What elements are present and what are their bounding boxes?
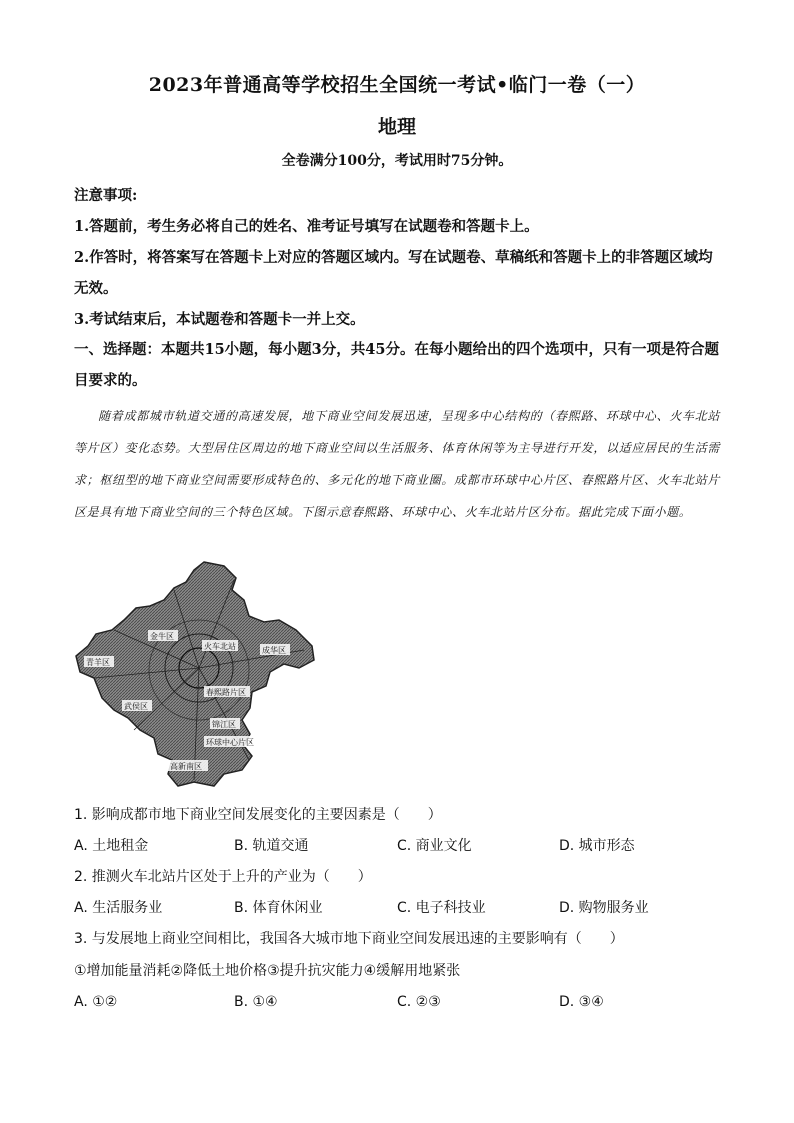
question-3-stem: 3. 与发展地上商业空间相比，我国各大城市地下商业空间发展迅速的主要影响有（ ）: [74, 931, 624, 947]
notice-item-3: 3.考试结束后，本试题卷和答题卡一并上交。: [74, 311, 365, 328]
map-label-wuhou: 武侯区: [124, 702, 148, 711]
map-label-chenghua: 成华区: [262, 646, 286, 655]
q3-option-a: A. ①②: [74, 994, 118, 1010]
section-heading: 一、选择题：本题共15小题，每小题3分，共45分。在每小题给出的四个选项中，只有一项是符合题目要求的。: [74, 341, 719, 389]
map-label-qingyang: 青羊区: [86, 658, 110, 667]
q2-option-b: B. 体育休闲业: [234, 900, 323, 916]
map-label-gaoxin-south: 高新南区: [170, 762, 202, 771]
reading-passage: [74, 400, 720, 528]
q1-option-b: B. 轨道交通: [234, 838, 309, 854]
exam-title: 2023年普通高等学校招生全国统一考试•临门一卷（一）: [148, 74, 646, 96]
map-label-global-center: 环球中心片区: [206, 738, 254, 747]
subject-title: 地理: [377, 116, 416, 138]
passage-text: 随着成都城市轨道交通的高速发展，地下商业空间发展迅速，呈现多中心结构的（春熙路、环球中心、火车北站等片区）变化态势。大型居住区周边的地下商业空间以生活服务、体育休闲等为主导进行开发，以适应居民的生活需求；枢纽型的地下商业空间需要形成特色的、多元化的地下商业圈。成都市环球中心片区、春熙路片区、火车北站片区是具有地下商业空间的三个特色区域。下图示意春熙路、环球中心、火车北站片区分布。据此完成下面小题。: [74, 409, 720, 519]
notice-item-1: 1.答题前，考生务必将自己的姓名、准考证号填写在试题卷和答题卡上。: [74, 218, 539, 235]
question-2-stem: 2. 推测火车北站片区处于上升的产业为（ ）: [74, 869, 372, 885]
q1-option-c: C. 商业文化: [397, 838, 472, 854]
q2-option-c: C. 电子科技业: [397, 900, 486, 916]
q2-option-a: A. 生活服务业: [74, 900, 163, 916]
question-1-stem: 1. 影响成都市地下商业空间发展变化的主要因素是（ ）: [74, 807, 442, 823]
map-label-jinjiang: 锦江区: [212, 720, 236, 729]
q1-option-a: A. 土地租金: [74, 838, 149, 854]
map-label-jinniu: 金牛区: [150, 632, 174, 641]
map-label-north-station: 火车北站: [204, 642, 236, 651]
question-3-statements: ①增加能量消耗②降低土地价格③提升抗灾能力④缓解用地紧张: [74, 963, 461, 979]
map-label-chunxilu: 春熙路片区: [206, 688, 246, 697]
notice-heading: 注意事项:: [74, 187, 138, 204]
notice-item-2: 2.作答时，将答案写在答题卡上对应的答题区域内。写在试题卷、草稿纸和答题卡上的非答题区域均无效。: [74, 249, 713, 297]
score-info: 全卷满分100分，考试用时75分钟。: [281, 153, 513, 169]
q3-option-b: B. ①④: [234, 994, 278, 1010]
q2-option-d: D. 购物服务业: [559, 900, 649, 916]
chengdu-district-map: [74, 560, 318, 788]
q3-option-c: C. ②③: [397, 994, 441, 1010]
q1-option-d: D. 城市形态: [559, 838, 635, 854]
q3-option-d: D. ③④: [559, 994, 604, 1010]
